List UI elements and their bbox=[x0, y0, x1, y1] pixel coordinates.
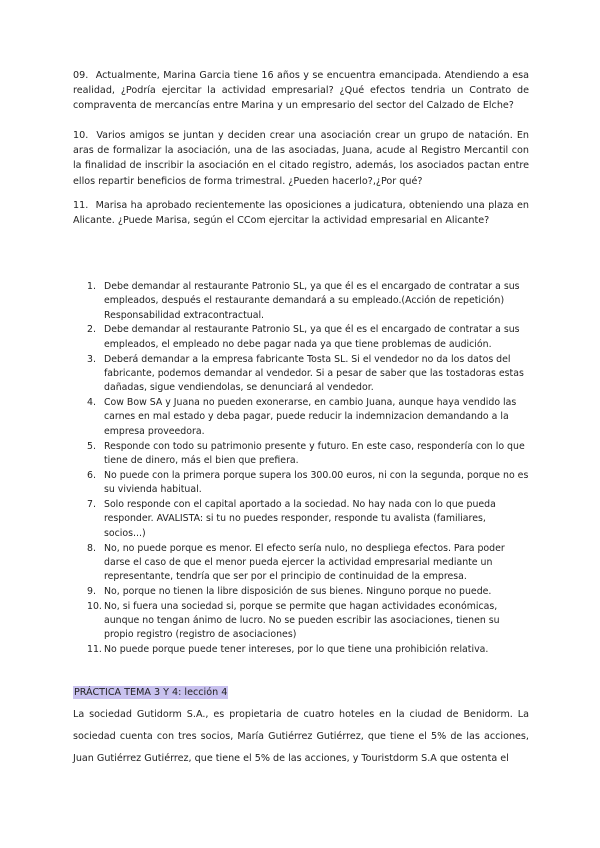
question-10 bbox=[73, 128, 529, 189]
answer-number: 5. bbox=[87, 440, 96, 452]
question-text: Actualmente, Marina Garcia tiene 16 años y se encuentra emancipada. Atendiendo a esa realidad, ¿Podría ejercitar la actividad empresarial? ¿Qué efectos tendria un Contrato de compraventa de mercancías entre Marina y un empresario del sector del Calzado de Elche? bbox=[73, 70, 529, 112]
answer-number: 1. bbox=[87, 281, 96, 292]
answer-text: No puede con la primera porque supera los 300.00 euros, ni con la segunda, porque no es su vivienda habitual. bbox=[104, 469, 529, 496]
answer-item bbox=[73, 498, 529, 541]
question-number: 11. bbox=[73, 200, 89, 211]
answer-text: No, no puede porque es menor. El efecto sería nulo, no despliega efectos. Para poder darse el caso de que el menor pueda ejercer la actividad empresarial mediante un representante, tendría que ser por el principio de continuidad de la empresa. bbox=[104, 542, 505, 583]
answer-number: 2. bbox=[87, 324, 96, 336]
section-heading: PRÁCTICA TEMA 3 Y 4: lección 4 bbox=[74, 687, 228, 698]
answer-item bbox=[73, 469, 529, 498]
answer-number: 8. bbox=[87, 542, 96, 554]
answer-item bbox=[73, 585, 529, 599]
answer-text: Debe demandar al restaurante Patronio SL, ya que él es el encargado de contratar a sus empleados, el empleado no debe pagar nada ya que tiene problemas de audición. bbox=[104, 324, 520, 350]
question-09 bbox=[73, 68, 529, 114]
question-number: 09. bbox=[73, 70, 89, 81]
question-number: 10. bbox=[73, 130, 89, 141]
answer-item bbox=[73, 643, 529, 657]
answer-item bbox=[73, 396, 529, 439]
question-text: Varios amigos se juntan y deciden crear una asociación crear un grupo de natación. En aras de formalizar la asociación, una de las asociadas, Juana, acude al Registro Mercantil con la finalidad de inscribir la asociación en el citado registro, además, los asociados pactan entre ellos repartir beneficios de forma trimestral. ¿Pueden hacerlo?,¿Por qué? bbox=[73, 130, 529, 187]
answer-text: Solo responde con el capital aportado a la sociedad. No hay nada con lo que pueda responder. AVALISTA: si tu no puedes responder, responde tu avalista (familiares, socios...) bbox=[104, 499, 496, 539]
answer-text: No puede porque puede tener intereses, por lo que tiene una prohibición relativa. bbox=[104, 644, 489, 656]
answer-number: 10. bbox=[87, 600, 102, 612]
answer-number: 4. bbox=[87, 397, 96, 409]
answer-number: 7. bbox=[87, 499, 96, 511]
answer-text: No, si fuera una sociedad si, porque se permite que hagan actividades económicas, aunque no tengan ánimo de lucro. No se pueden escribir las asociaciones, tienen su propio registro (registro de asociaciones) bbox=[104, 600, 500, 641]
answer-number: 11. bbox=[87, 644, 102, 656]
answer-number: 9. bbox=[87, 585, 96, 597]
answer-item bbox=[73, 542, 529, 585]
answer-text: Debe demandar al restaurante Patronio SL, ya que él es el encargado de contratar a sus empleados, después el restaurante demandará a su empleado.(Acción de repetición) Responsabilidad extracontractual. bbox=[104, 281, 520, 321]
answer-text: Deberá demandar a la empresa fabricante Tosta SL. Si el vendedor no da los datos del fabricante, podemos demandar al vendedor. Si a pesar de saber que las tostadoras estas dañadas, sigue vendiendolas, se denunciará al vendedor. bbox=[104, 353, 524, 394]
answer-item bbox=[73, 440, 529, 469]
answer-number: 6. bbox=[87, 469, 96, 481]
answer-text: Responde con todo su patrimonio presente y futuro. En este caso, respondería con lo que tiene de dinero, más el bien que prefiera. bbox=[104, 440, 525, 466]
answer-text: No, porque no tienen la libre disposición de sus bienes. Ninguno porque no puede. bbox=[104, 585, 492, 597]
question-text: Marisa ha aprobado recientemente las oposiciones a judicatura, obteniendo una plaza en Alicante. ¿Puede Marisa, según el CCom ejercitar la actividad empresarial en Alicante? bbox=[73, 200, 529, 227]
answer-text: Cow Bow SA y Juana no pueden exonerarse, en cambio Juana, aunque haya vendido las carnes en mal estado y deba pagar, puede reducir la indemnizacion demandando a la empresa proveedora. bbox=[104, 397, 517, 437]
section-intro: La sociedad Gutidorm S.A., es propietaria de cuatro hoteles en la ciudad de Benidorm. La sociedad cuenta con tres socios, María Gutiérrez Gutiérrez, que tiene el 5% de las acciones, Juan Gutiérrez Gutiérrez, que tiene el 5% de las acciones, y Touristdorm S.A que ostenta el bbox=[73, 709, 529, 764]
answer-item bbox=[73, 280, 529, 323]
answer-item bbox=[73, 353, 529, 396]
question-11 bbox=[73, 198, 529, 228]
answer-number: 3. bbox=[87, 353, 96, 365]
answer-item bbox=[73, 600, 529, 643]
answer-list bbox=[73, 280, 529, 658]
answer-item bbox=[73, 323, 529, 352]
